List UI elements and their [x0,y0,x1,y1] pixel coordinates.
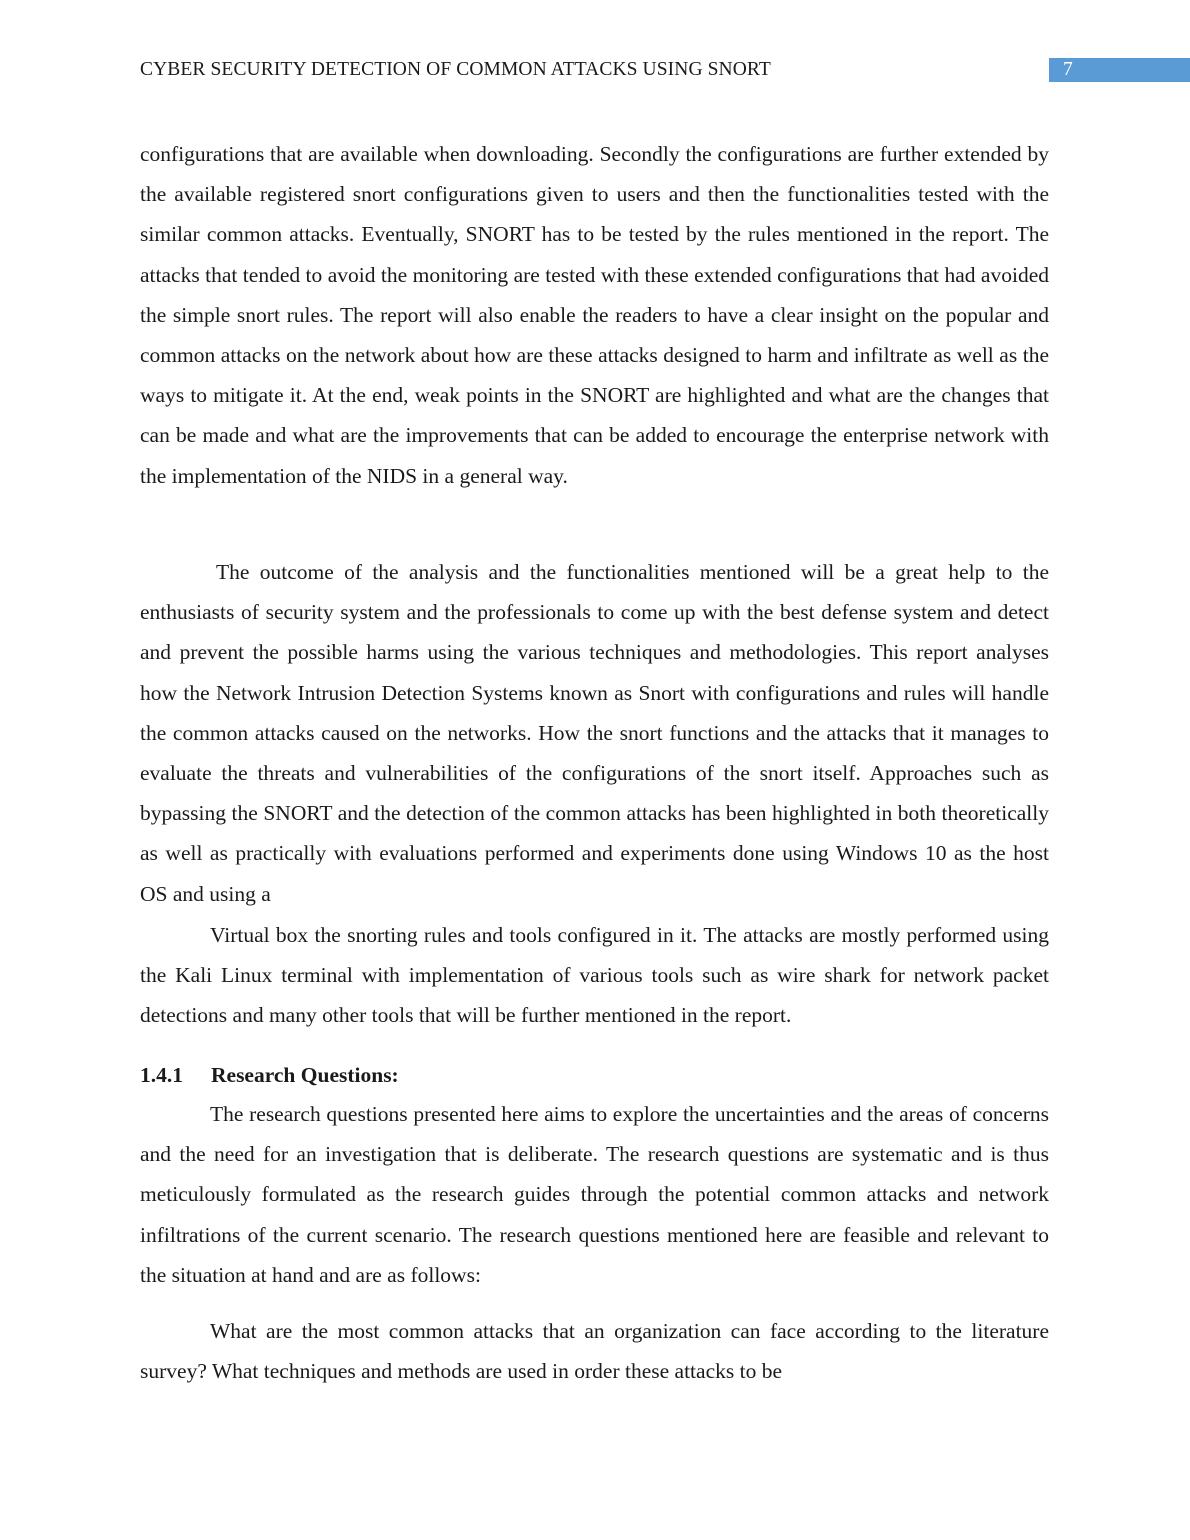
section-number: 1.4.1 [140,1063,183,1087]
body-paragraph: The outcome of the analysis and the functionalities mentioned will be a great help to the enthusiasts of security system and the professionals to come up with the best defense system and detect and prevent the possible harms using the various techniques and methodologies. This report analyses how the Network Intrusion Detection Systems known as Snort with configurations and rules will handle the common attacks caused on the networks. How the snort functions and the attacks that it manages to evaluate the threats and vulnerabilities of the configurations of the snort itself. Approaches such as bypassing the SNORT and the detection of the common attacks has been highlighted in both theoretically as well as practically with evaluations performed and experiments done using Windows 10 as the host OS and using a [140,560,1049,906]
body-paragraph: Virtual box the snorting rules and tools configured in it. The attacks are mostly performed using the Kali Linux terminal with implementation of various tools such as wire shark for network packet detections and many other tools that will be further mentioned in the report. [140,923,1049,1028]
section-heading [140,1060,399,1090]
running-header-title: CYBER SECURITY DETECTION OF COMMON ATTACKS USING SNORT [140,59,771,80]
page-number: 7 [1049,58,1190,82]
section-title: Research Questions: [211,1063,399,1087]
body-paragraph: The research questions presented here aims to explore the uncertainties and the areas of concerns and the need for an investigation that is deliberate. The research questions are systematic and is thus meticulously formulated as the research guides through the potential common attacks and network infiltrations of the current scenario. The research questions mentioned here are feasible and relevant to the situation at hand and are as follows: [140,1102,1049,1287]
body-paragraph: configurations that are available when downloading. Secondly the configurations are further extended by the available registered snort configurations given to users and then the functionalities tested with the similar common attacks. Eventually, SNORT has to be tested by the rules mentioned in the report. The attacks that tended to avoid the monitoring are tested with these extended configurations that had avoided the simple snort rules. The report will also enable the readers to have a clear insight on the popular and common attacks on the network about how are these attacks designed to harm and infiltrate as well as the ways to mitigate it. At the end, weak points in the SNORT are highlighted and what are the changes that can be made and what are the improvements that can be added to encourage the enterprise network with the implementation of the NIDS in a general way. [140,142,1049,488]
body-paragraph: What are the most common attacks that an organization can face according to the literature survey? What techniques and methods are used in order these attacks to be [140,1319,1049,1384]
